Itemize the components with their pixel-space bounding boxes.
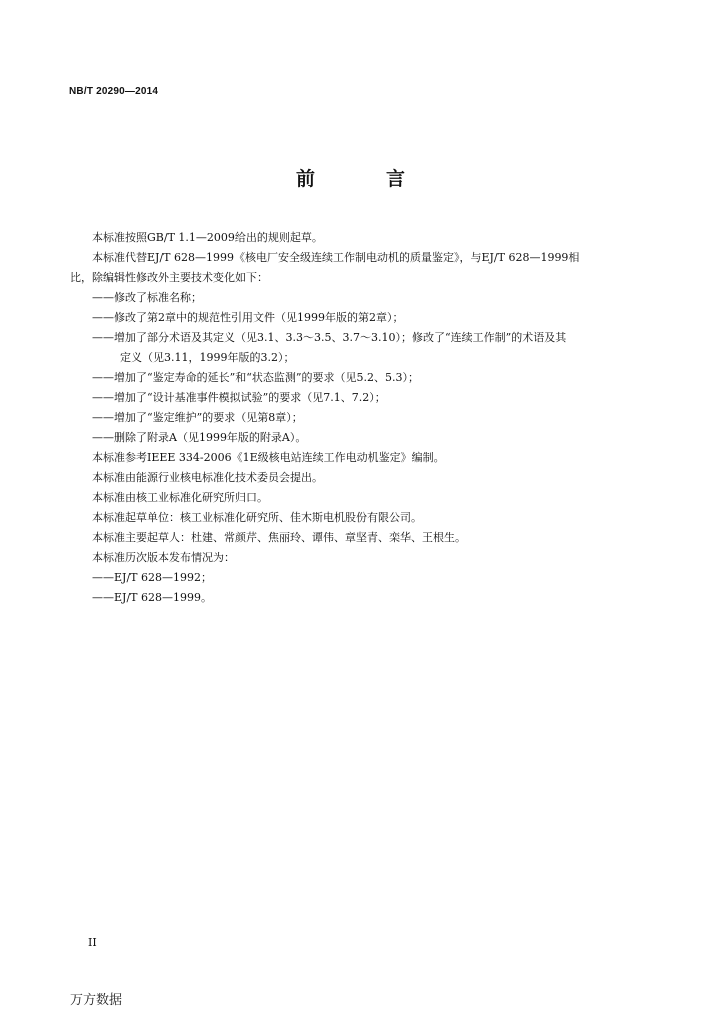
list-item: ——增加了“鉴定寿命的延长”和“状态监测”的要求（见5.2、5.3）；: [92, 371, 419, 384]
page-title: 前 言: [295, 168, 431, 190]
list-item: ——删除了附录A（见1999年版的附录A）。: [92, 431, 307, 444]
paragraph: 本标准起草单位：核工业标准化研究所、佳木斯电机股份有限公司。: [92, 511, 422, 524]
paragraph: 本标准历次版本发布情况为：: [92, 551, 235, 564]
watermark-text: 万方数据: [70, 993, 123, 1008]
paragraph: 本标准参考IEEE 334-2006《1E级核电站连续工作电动机鉴定》编制。: [92, 451, 445, 464]
preface-body: [70, 228, 636, 608]
paragraph: 本标准主要起草人：杜建、常颜芹、焦丽玲、谭伟、章坚青、栾华、王根生。: [92, 531, 466, 544]
list-item: ——增加了“鉴定维护”的要求（见第8章）；: [92, 411, 303, 424]
list-item: ——修改了第2章中的规范性引用文件（见1999年版的第2章）；: [92, 311, 404, 324]
paragraph: 本标准由能源行业核电标准化技术委员会提出。: [92, 471, 323, 484]
paragraph: 本标准代替EJ/T 628—1999《核电厂安全级连续工作制电动机的质量鉴定》，与EJ/T 628—1999相: [92, 251, 580, 264]
list-item: ——EJ/T 628—1992；: [92, 571, 212, 584]
paragraph-continuation: 比，除编辑性修改外主要技术变化如下：: [70, 271, 268, 284]
page-number: II: [88, 936, 97, 949]
paragraph: 本标准由核工业标准化研究所归口。: [92, 491, 268, 504]
standard-code: NB/T 20290—2014: [69, 86, 159, 97]
list-item: ——EJ/T 628—1999。: [92, 591, 212, 604]
paragraph: 本标准按照GB/T 1.1—2009给出的规则起草。: [92, 231, 323, 244]
list-item: ——增加了部分术语及其定义（见3.1、3.3～3.5、3.7～3.10）；修改了“连续工作制”的术语及其: [92, 331, 567, 344]
list-item: ——修改了标准名称；: [92, 291, 202, 304]
list-item-continuation: 定义（见3.11，1999年版的3.2）；: [120, 351, 295, 364]
list-item: ——增加了“设计基准事件模拟试验”的要求（见7.1、7.2）；: [92, 391, 386, 404]
